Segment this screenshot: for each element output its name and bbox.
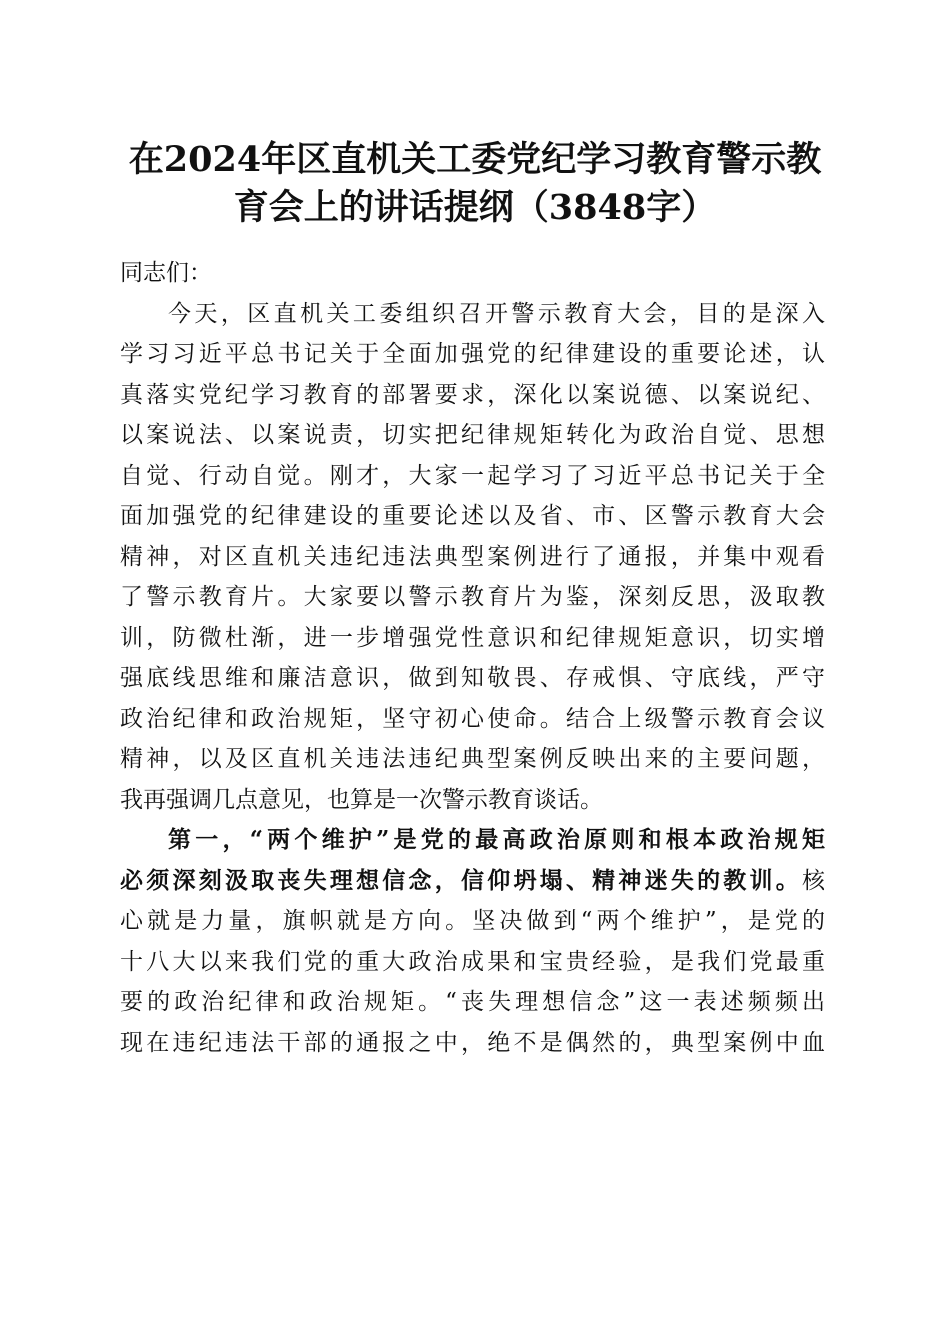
paragraph-line: 现在违纪违法干部的通报之中，绝不是偶然的，典型案例中血 <box>120 1029 825 1056</box>
paragraph-line: 了警示教育片。大家要以警示教育片为鉴，深刻反思，汲取教 <box>120 584 825 610</box>
paragraph-line: 真落实党纪学习教育的部署要求，深化以案说德、以案说纪、 <box>120 381 825 408</box>
title-line: 育会上的讲话提纲（3848字） <box>233 187 717 228</box>
paragraph-line: 十八大以来我们党的重大政治成果和宝贵经验，是我们党最重 <box>120 948 825 975</box>
paragraph-line: 今天，区直机关工委组织召开警示教育大会，目的是深入 <box>168 300 825 327</box>
paragraph-line: 我再强调几点意见，也算是一次警示教育谈话。 <box>120 786 603 813</box>
paragraph-line: 心就是力量，旗帜就是方向。坚决做到“两个维护”，是党的 <box>120 908 825 934</box>
paragraph-text: 核 <box>802 867 825 894</box>
paragraph-line <box>120 861 825 902</box>
document-body <box>120 253 825 1063</box>
title-line: 在2024年区直机关工委党纪学习教育警示教 <box>128 139 822 180</box>
paragraph-line: 以案说法、以案说责，切实把纪律规矩转化为政治自觉、思想 <box>120 422 825 448</box>
paragraph-line: 自觉、行动自觉。刚才，大家一起学习了习近平总书记关于全 <box>120 462 825 489</box>
paragraph-line: 精神，以及区直机关违法违纪典型案例反映出来的主要问题， <box>120 746 825 772</box>
section-heading-line: 必须深刻汲取丧失理想信念，信仰坍塌、精神迷失的教训。 <box>120 866 802 894</box>
salutation: 同志们： <box>120 260 212 286</box>
section-heading-line: 第一，“两个维护”是党的最高政治原则和根本政治规矩 <box>168 826 825 853</box>
document-title <box>110 136 840 232</box>
paragraph-line: 训，防微杜渐，进一步增强党性意识和纪律规矩意识，切实增 <box>120 624 825 651</box>
paragraph-line: 精神，对区直机关违纪违法典型案例进行了通报，并集中观看 <box>120 543 825 570</box>
paragraph-line: 学习习近平总书记关于全面加强党的纪律建设的重要论述，认 <box>120 341 825 367</box>
paragraph-line: 面加强党的纪律建设的重要论述以及省、市、区警示教育大会 <box>120 503 825 529</box>
paragraph-line: 政治纪律和政治规矩，坚守初心使命。结合上级警示教育会议 <box>120 705 825 732</box>
paragraph-line: 要的政治纪律和政治规矩。“丧失理想信念”这一表述频频出 <box>120 989 825 1015</box>
paragraph-line: 强底线思维和廉洁意识，做到知敬畏、存戒惧、守底线，严守 <box>120 665 825 691</box>
